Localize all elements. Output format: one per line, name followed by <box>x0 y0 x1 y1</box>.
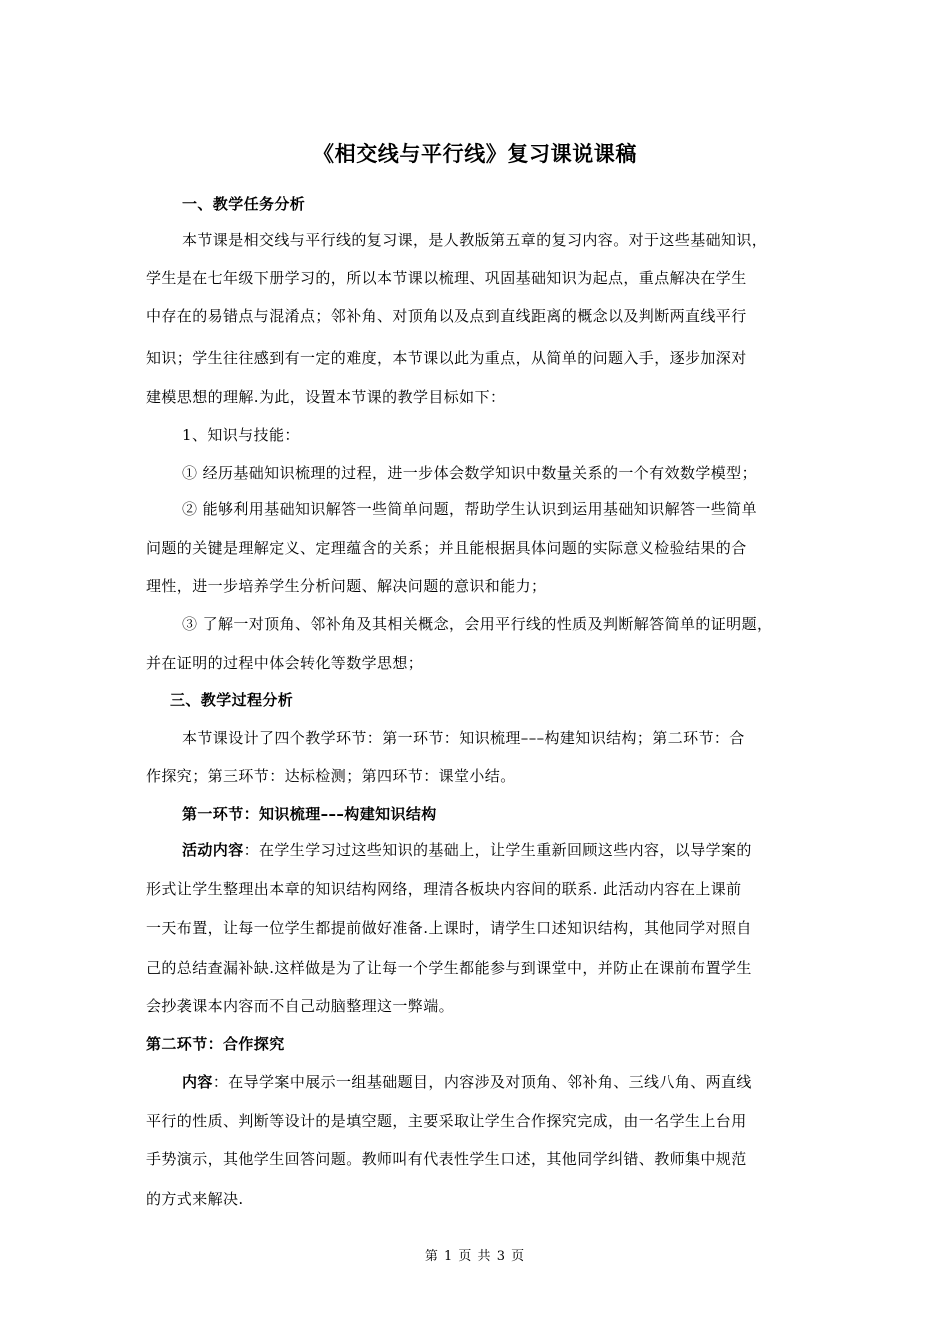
paragraph-line: 建模思想的理解.为此，设置本节课的教学目标如下： <box>146 388 506 406</box>
stage-2-heading: 第二环节：合作探究 <box>146 1035 285 1053</box>
content-first-line <box>182 1072 752 1092</box>
goal-item-2-line: 理性，进一步培养学生分析问题、解决问题的意识和能力； <box>146 577 547 595</box>
paragraph-line: 知识；学生往往感到有一定的难度，本节课以此为重点，从简单的问题入手，逐步加深对 <box>146 349 747 367</box>
paragraph-line: 学生是在七年级下册学习的，所以本节课以梳理、巩固基础知识为起点，重点解决在学生 <box>146 269 747 287</box>
paragraph-line: 本节课设计了四个教学环节：第一环节：知识梳理–––构建知识结构；第二环节：合 <box>182 729 745 747</box>
goal-item-2-line: 问题的关键是理解定义、定理蕴含的关系；并且能根据具体问题的实际意义检验结果的合 <box>146 539 747 557</box>
stage-1-heading: 第一环节：知识梳理–––构建知识结构 <box>182 805 437 823</box>
section-heading-task-analysis: 一、教学任务分析 <box>182 195 306 213</box>
content-text: ：在导学案中展示一组基础题目，内容涉及对顶角、邻补角、三线八角、两直线 <box>212 1073 752 1091</box>
goal-item-2-line: ② 能够利用基础知识解答一些简单问题，帮助学生认识到运用基础知识解答一些简单 <box>182 500 757 518</box>
section-heading-process-analysis: 三、教学过程分析 <box>170 691 294 709</box>
paragraph-line: 本节课是相交线与平行线的复习课，是人教版第五章的复习内容。对于这些基础知识， <box>182 231 768 249</box>
paragraph-line: 一天布置，让每一位学生都提前做好准备.上课时，请学生口述知识结构，其他同学对照自 <box>146 919 752 937</box>
paragraph-line: 形式让学生整理出本章的知识结构网络，理清各板块内容间的联系. 此活动内容在上课前 <box>146 880 742 898</box>
activity-content-first-line <box>182 840 752 860</box>
paragraph-line: 中存在的易错点与混淆点；邻补角、对顶角以及点到直线距离的概念以及判断两直线平行 <box>146 307 747 325</box>
goal-item-3-line: ③ 了解一对顶角、邻补角及其相关概念，会用平行线的性质及判断解答简单的证明题， <box>182 615 773 633</box>
goal-heading: 1、知识与技能： <box>182 426 300 444</box>
paragraph-line: 平行的性质、判断等设计的是填空题，主要采取让学生合作探究完成，由一名学生上台用 <box>146 1112 747 1130</box>
paragraph-line: 己的总结查漏补缺.这样做是为了让每一个学生都能参与到课堂中，并防止在课前布置学生 <box>146 959 752 977</box>
content-label: 内容 <box>182 1073 213 1091</box>
paragraph-line: 作探究；第三环节：达标检测；第四环节：课堂小结。 <box>146 767 516 785</box>
paragraph-line: 会抄袭课本内容而不自己动脑整理这一弊端。 <box>146 997 455 1015</box>
goal-item-1: ① 经历基础知识梳理的过程，进一步体会数学知识中数量关系的一个有效数学模型； <box>182 464 757 482</box>
goal-item-3-line: 并在证明的过程中体会转化等数学思想； <box>146 654 424 672</box>
page-footer: 第 1 页 共 3 页 <box>424 1249 526 1264</box>
paragraph-line: 的方式来解决. <box>146 1190 244 1208</box>
activity-label: 活动内容 <box>182 841 244 859</box>
page-title: 《相交线与平行线》复习课说课稿 <box>313 142 637 166</box>
paragraph-line: 手势演示，其他学生回答问题。教师叫有代表性学生口述，其他同学纠错、教师集中规范 <box>146 1150 747 1168</box>
activity-text: ：在学生学习过这些知识的基础上，让学生重新回顾这些内容，以导学案的 <box>243 841 752 859</box>
